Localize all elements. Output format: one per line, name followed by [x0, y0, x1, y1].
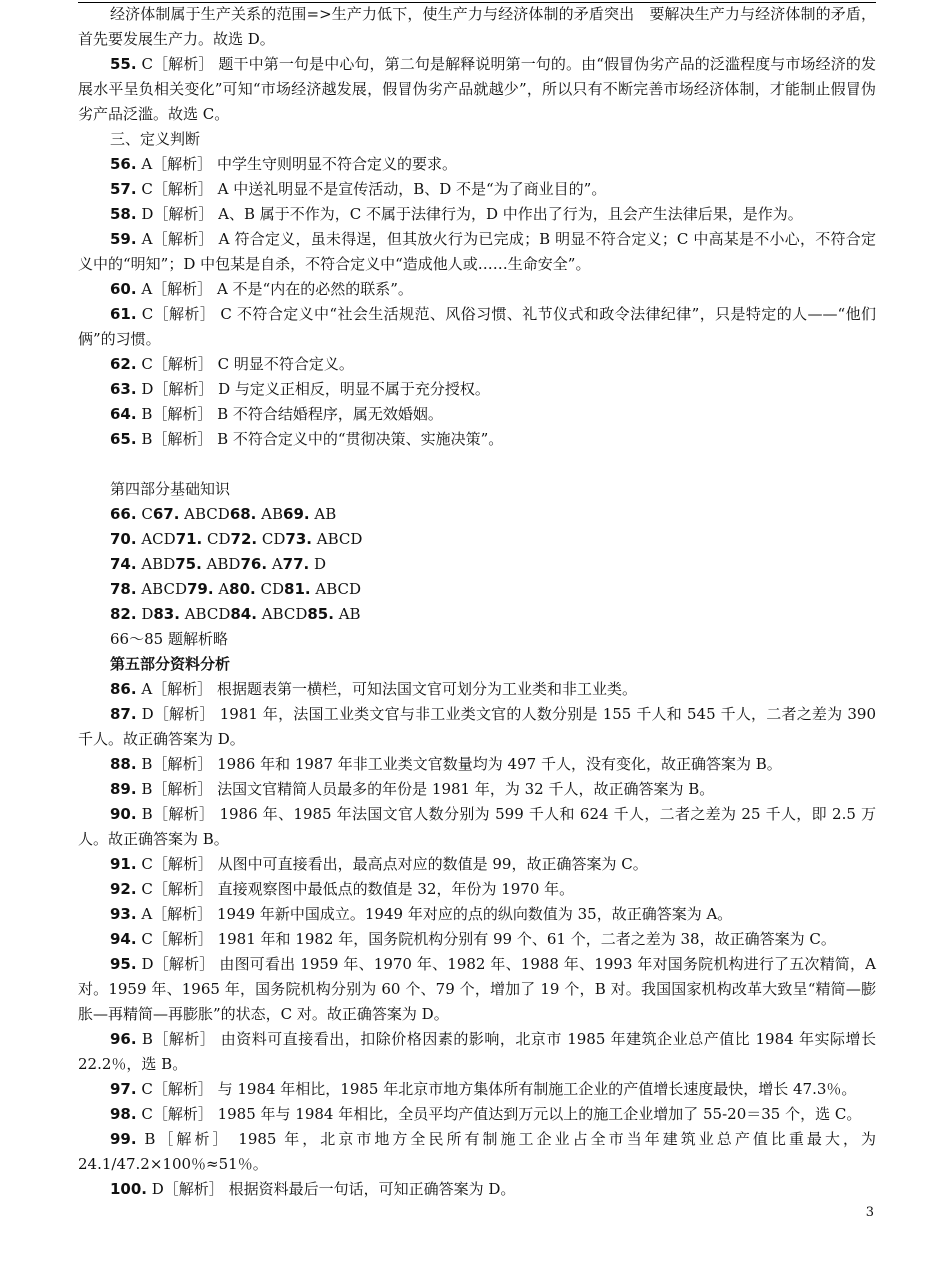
answer-choice: CD: [255, 580, 285, 598]
question-number: 58.: [110, 205, 137, 223]
answer-item: [78, 1102, 876, 1127]
answer-choice: A: [213, 580, 230, 598]
answer-explanation: A［解析］ 中学生守则明显不符合定义的要求。: [136, 155, 457, 173]
answer-item: [78, 177, 876, 202]
answer-item: [78, 52, 876, 127]
answer-key-line: [78, 552, 876, 577]
answer-explanation: B［解析］ 1986 年、1985 年法国文官人数分别为 599 千人和 624 千人，二者之差为 25 千人，即 2.5 万人。故正确答案为 B。: [78, 805, 876, 848]
question-number: 56.: [110, 155, 137, 173]
question-number: 80.: [229, 580, 256, 598]
answer-item: [78, 902, 876, 927]
question-number: 59.: [110, 230, 137, 248]
answer-explanation: D［解析］ 1981 年，法国工业类文官与非工业类文官的人数分别是 155 千人和 545 千人，二者之差为 390 千人。故正确答案为 D。: [78, 705, 876, 748]
answer-choice: ABD: [136, 555, 176, 573]
answer-choice: D: [309, 555, 327, 573]
question-number: 94.: [110, 930, 137, 948]
answer-key-line: [78, 502, 876, 527]
answer-choice: AB: [309, 505, 337, 523]
answer-choice: A: [267, 555, 283, 573]
answer-item: [78, 677, 876, 702]
question-number: 64.: [110, 405, 137, 423]
text-line: 第四部分基础知识: [110, 480, 231, 498]
question-number: 68.: [229, 505, 257, 523]
answer-explanation: D［解析］ 根据资料最后一句话，可知正确答案为 D。: [147, 1180, 516, 1198]
question-number: 98.: [110, 1105, 137, 1123]
answer-choice: ABCD: [310, 580, 362, 598]
answer-choice: AB: [256, 505, 284, 523]
answer-explanation: D［解析］ A、B 属于不作为，C 不属于法律行为，D 中作出了行为，且会产生法律后果，是作为。: [136, 205, 803, 223]
question-number: 87.: [110, 705, 137, 723]
answer-choice: AB: [333, 605, 361, 623]
question-number: 66.: [110, 505, 137, 523]
page-number: 3: [865, 1205, 874, 1220]
answer-item: [78, 777, 876, 802]
section-heading: 第五部分资料分析: [110, 655, 231, 673]
question-number: 99.: [110, 1130, 137, 1148]
question-number: 62.: [110, 355, 137, 373]
answer-item: [78, 402, 876, 427]
question-number: 74.: [110, 555, 137, 573]
question-number: 77.: [282, 555, 310, 573]
question-number: 75.: [175, 555, 202, 573]
answer-explanation: B［解析］ 1986 年和 1987 年非工业类文官数量均为 497 千人，没有变化，故正确答案为 B。: [136, 755, 782, 773]
question-number: 96.: [110, 1030, 137, 1048]
question-number: 86.: [110, 680, 137, 698]
answer-item: [78, 352, 876, 377]
question-number: 81.: [284, 580, 311, 598]
document-page: [78, 2, 876, 1202]
answer-item: [78, 852, 876, 877]
question-number: 63.: [110, 380, 137, 398]
answer-key-line: [78, 602, 876, 627]
answer-choice: CD: [257, 530, 286, 548]
answer-choice: CD: [202, 530, 231, 548]
text-line: 经济体制属于生产关系的范围=>生产力低下，使生产力与经济体制的矛盾突出 要解决生产力与经济体制的矛盾，首先要发展生产力。故选 D。: [78, 5, 876, 48]
answer-explanation: B［解析］ B 不符合定义中的“贯彻决策、实施决策”。: [136, 430, 504, 448]
answer-item: [78, 702, 876, 752]
answer-explanation: C［解析］ C 不符合定义中“社会生活规范、风俗习惯、礼节仪式和政令法律纪律”，只是特定的人——“他们俩”的习惯。: [78, 305, 876, 348]
answer-explanation: C［解析］ 从图中可直接看出，最高点对应的数值是 99，故正确答案为 C。: [136, 855, 648, 873]
answer-choice: C: [136, 505, 153, 523]
answer-explanation: A［解析］ 根据题表第一横栏，可知法国文官可划分为工业类和非工业类。: [136, 680, 637, 698]
question-number: 69.: [283, 505, 310, 523]
question-number: 89.: [110, 780, 137, 798]
question-number: 60.: [110, 280, 137, 298]
answer-explanation: A［解析］ 1949 年新中国成立。1949 年对应的点的纵向数值为 35，故正确答案为 A。: [136, 905, 733, 923]
question-number: 83.: [153, 605, 180, 623]
answer-choice: ABD: [201, 555, 241, 573]
question-number: 85.: [307, 605, 334, 623]
top-rule: [78, 2, 876, 3]
question-number: 57.: [110, 180, 137, 198]
question-number: 71.: [175, 530, 203, 548]
question-number: 92.: [110, 880, 137, 898]
question-number: 76.: [240, 555, 268, 573]
document-body: [78, 2, 876, 1202]
question-number: 90.: [110, 805, 137, 823]
answer-choice: ABCD: [179, 505, 230, 523]
answer-item: [78, 1077, 876, 1102]
question-number: 100.: [110, 1180, 148, 1198]
answer-item: [78, 152, 876, 177]
answer-explanation: B［解析］ B 不符合结婚程序，属无效婚姻。: [136, 405, 443, 423]
answer-item: [78, 202, 876, 227]
answer-choice: ABCD: [311, 530, 363, 548]
blank-line: [78, 452, 876, 477]
answer-item: [78, 752, 876, 777]
question-number: 72.: [230, 530, 258, 548]
question-number: 79.: [186, 580, 214, 598]
answer-explanation: C［解析］ 1985 年与 1984 年相比，全员平均产值达到万元以上的施工企业增加了 55-20＝35 个，选 C。: [136, 1105, 862, 1123]
question-number: 78.: [110, 580, 137, 598]
answer-explanation: B［解析］ 法国文官精简人员最多的年份是 1981 年，为 32 千人，故正确答案为 B。: [136, 780, 715, 798]
question-number: 61.: [110, 305, 137, 323]
question-number: 91.: [110, 855, 137, 873]
question-number: 65.: [110, 430, 137, 448]
answer-choice: D: [136, 605, 154, 623]
question-number: 84.: [230, 605, 257, 623]
answer-item: [78, 227, 876, 277]
answer-explanation: C［解析］ 1981 年和 1982 年，国务院机构分别有 99 个、61 个，二者之差为 38，故正确答案为 C。: [136, 930, 836, 948]
question-number: 55.: [110, 55, 137, 73]
answer-choice: ABCD: [136, 580, 187, 598]
answer-explanation: A［解析］ A 不是“内在的必然的联系”。: [136, 280, 413, 298]
answer-choice: ABCD: [256, 605, 308, 623]
question-number: 97.: [110, 1080, 137, 1098]
answer-item: [78, 277, 876, 302]
answer-item: [78, 302, 876, 352]
text-line: 三、定义判断: [110, 130, 201, 148]
text-line: 66～85 题解析略: [110, 630, 228, 648]
answer-key-line: [78, 577, 876, 602]
answer-item: [78, 1027, 876, 1077]
answer-choice: ABCD: [179, 605, 231, 623]
answer-item: [78, 1127, 876, 1177]
question-number: 67.: [152, 505, 180, 523]
answer-explanation: B［解析］ 由资料可直接看出，扣除价格因素的影响，北京市 1985 年建筑企业总产值比 1984 年实际增长 22.2％，选 B。: [78, 1030, 876, 1073]
answer-item: [78, 927, 876, 952]
answer-explanation: C［解析］ 题干中第一句是中心句，第二句是解释说明第一句的。由“假冒伪劣产品的泛滥程度与市场经济的发展水平呈负相关变化”可知“市场经济越发展，假冒伪劣产品就越少”，所以只有不断完善市场经济体制，才能制止假冒伪劣产品泛滥。故选 C。: [78, 55, 876, 123]
answer-item: [78, 802, 876, 852]
question-number: 88.: [110, 755, 137, 773]
answer-choice: ACD: [136, 530, 176, 548]
answer-explanation: C［解析］ C 明显不符合定义。: [136, 355, 354, 373]
answer-explanation: C［解析］ 与 1984 年相比，1985 年北京市地方集体所有制施工企业的产值增长速度最快，增长 47.3％。: [136, 1080, 857, 1098]
question-number: 95.: [110, 955, 137, 973]
answer-item: [78, 377, 876, 402]
answer-explanation: C［解析］ A 中送礼明显不是宣传活动，B、D 不是“为了商业目的”。: [136, 180, 607, 198]
answer-item: [78, 952, 876, 1027]
answer-item: [78, 877, 876, 902]
question-number: 93.: [110, 905, 137, 923]
answer-explanation: D［解析］ D 与定义正相反，明显不属于充分授权。: [136, 380, 490, 398]
answer-explanation: D［解析］ 由图可看出 1959 年、1970 年、1982 年、1988 年、1993 年对国务院机构进行了五次精简，A 对。1959 年、1965 年，国务院机构分别为 60 个、79 个，增加了 19 个，B 对。我国国家机构改革大致呈“精简—膨胀—再精简—再膨胀”的状态，C 对。故正确答案为 D。: [78, 955, 876, 1023]
answer-item: [78, 427, 876, 452]
answer-explanation: C［解析］ 直接观察图中最低点的数值是 32，年份为 1970 年。: [136, 880, 575, 898]
question-number: 70.: [110, 530, 137, 548]
answer-explanation: B［解析］ 1985 年，北京市地方全民所有制施工企业占全市当年建筑业总产值比重最大，为 24.1/47.2×100％≈51％。: [78, 1130, 876, 1173]
question-number: 73.: [285, 530, 312, 548]
answer-explanation: A［解析］ A 符合定义，虽未得逞，但其放火行为已完成；B 明显不符合定义；C 中高某是不小心，不符合定义中的“明知”；D 中包某是自杀，不符合定义中“造成他人或……生命安全”。: [78, 230, 876, 273]
answer-item: [78, 1177, 876, 1202]
question-number: 82.: [110, 605, 137, 623]
answer-key-line: [78, 527, 876, 552]
